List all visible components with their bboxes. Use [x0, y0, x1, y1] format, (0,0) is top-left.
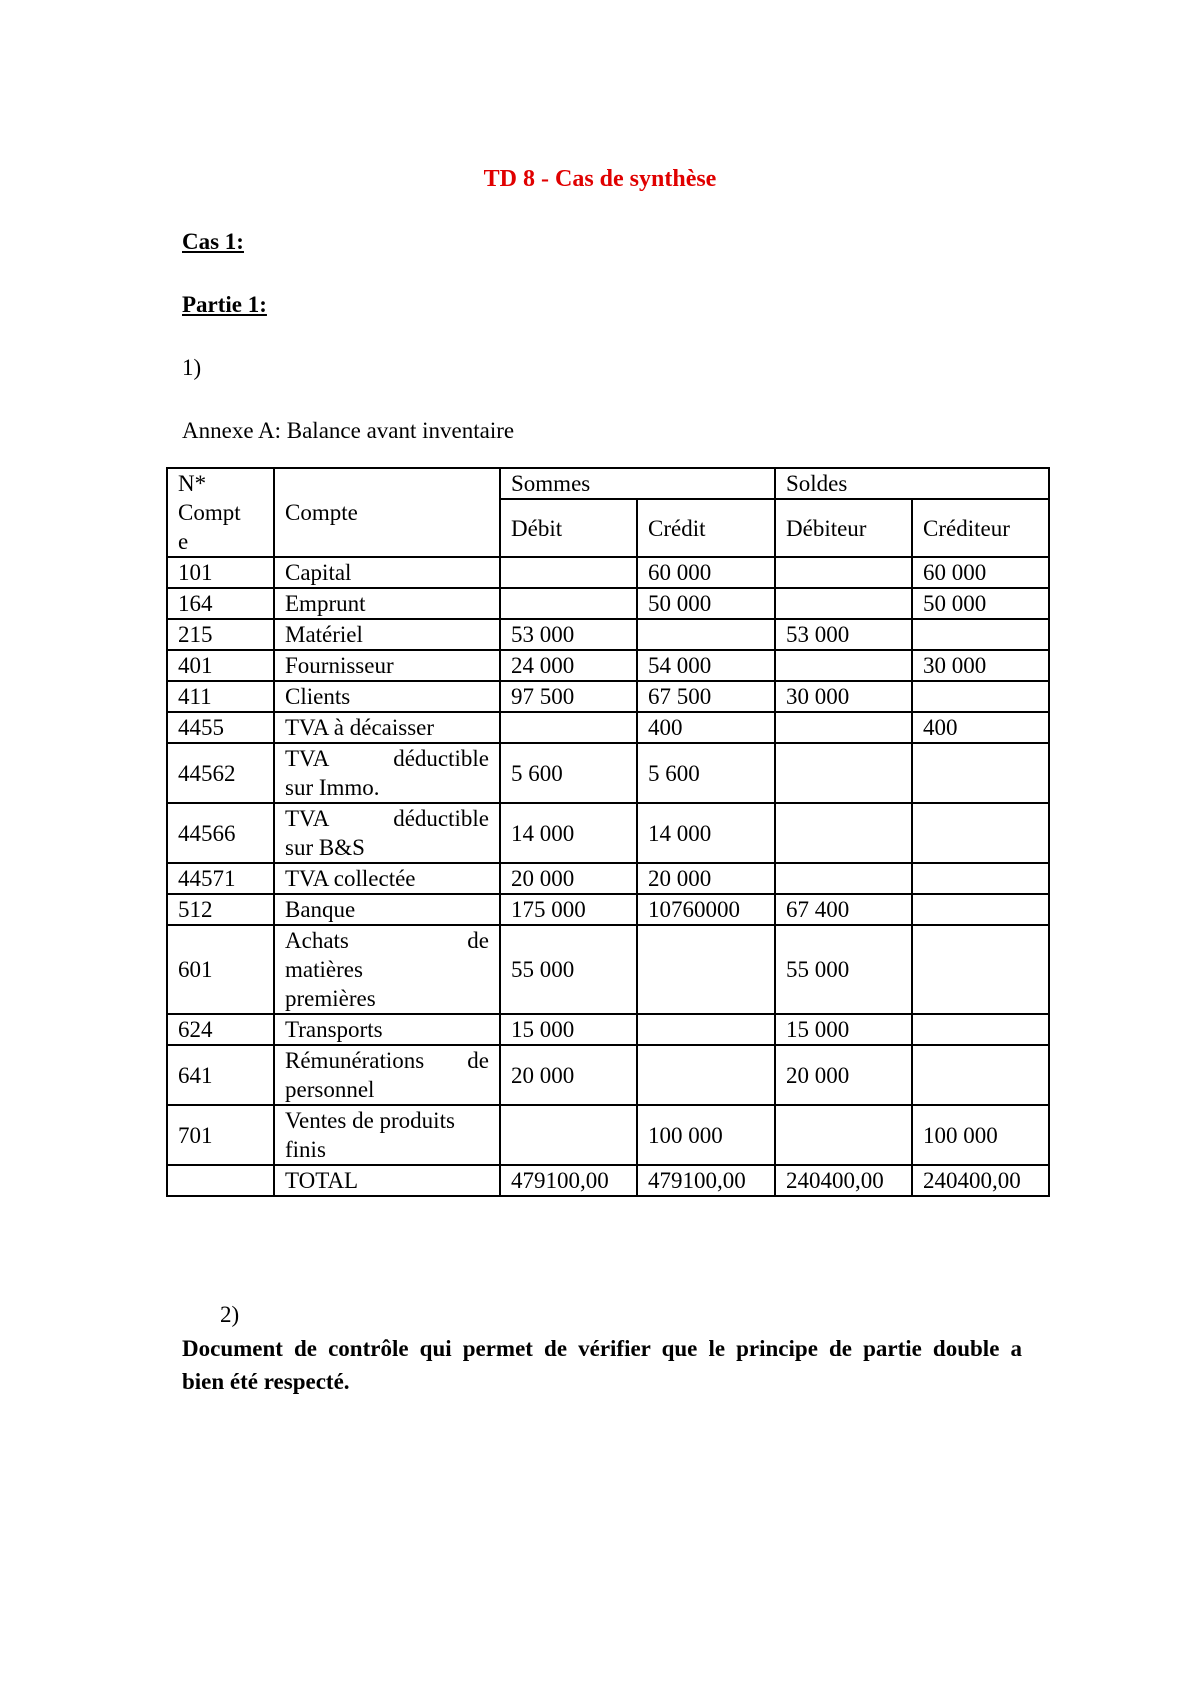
cell-num: 215: [167, 619, 274, 650]
cell-crediteur: 400: [912, 712, 1049, 743]
table-row: [167, 650, 1049, 681]
cell-debit: 20 000: [500, 1045, 637, 1105]
cell-credit: [637, 619, 775, 650]
table-row: [167, 1045, 1049, 1105]
cell-credit: 10760000: [637, 894, 775, 925]
table-row: [167, 1014, 1049, 1045]
cell-crediteur: [912, 1045, 1049, 1105]
cell-credit: [637, 1014, 775, 1045]
header-num-line1: N*: [178, 471, 207, 496]
cell-account: Fournisseur: [274, 650, 500, 681]
table-row: [167, 588, 1049, 619]
cell-debiteur: 67 400: [775, 894, 912, 925]
cell-crediteur: [912, 1014, 1049, 1045]
header-soldes: Soldes: [775, 468, 1049, 499]
table-row: [167, 1105, 1049, 1165]
cell-account-line2: finis: [285, 1137, 326, 1162]
cell-account-line2: sur B&S: [285, 835, 365, 860]
total-debit: 479100,00: [500, 1165, 637, 1196]
cell-debit: 53 000: [500, 619, 637, 650]
cell-crediteur: [912, 681, 1049, 712]
table-total-row: [167, 1165, 1049, 1196]
cell-debit: [500, 557, 637, 588]
cell-debiteur: [775, 557, 912, 588]
cell-account: Emprunt: [274, 588, 500, 619]
header-account: Compte: [274, 468, 500, 557]
cell-num: 601: [167, 925, 274, 1014]
question-number-2: 2): [220, 1302, 240, 1327]
table-header-row: [167, 468, 1049, 499]
cell-credit: 14 000: [637, 803, 775, 863]
cell-credit: 60 000: [637, 557, 775, 588]
cell-num: 701: [167, 1105, 274, 1165]
total-crediteur: 240400,00: [912, 1165, 1049, 1196]
cell-debit: 97 500: [500, 681, 637, 712]
cell-account-line1: Ventes de produits: [285, 1108, 455, 1133]
cell-debit: [500, 712, 637, 743]
cell-account: [274, 925, 500, 1014]
cell-debiteur: 15 000: [775, 1014, 912, 1045]
cell-account-line2: matières: [285, 957, 363, 982]
total-label: TOTAL: [274, 1165, 500, 1196]
cell-debit: [500, 588, 637, 619]
cell-crediteur: 100 000: [912, 1105, 1049, 1165]
cell-num: 624: [167, 1014, 274, 1045]
cell-crediteur: [912, 803, 1049, 863]
cell-credit: 100 000: [637, 1105, 775, 1165]
cell-account-line2: personnel: [285, 1077, 375, 1102]
header-crediteur: Créditeur: [912, 499, 1049, 557]
cell-account-line1: Rémunérations de: [285, 1048, 489, 1073]
cell-account-line1: TVA déductible: [285, 746, 489, 771]
table-row: [167, 743, 1049, 803]
cell-credit: 67 500: [637, 681, 775, 712]
cell-crediteur: 60 000: [912, 557, 1049, 588]
table-row: [167, 925, 1049, 1014]
cell-credit: 54 000: [637, 650, 775, 681]
table-row: [167, 863, 1049, 894]
cell-account: Banque: [274, 894, 500, 925]
cell-debiteur: [775, 803, 912, 863]
cell-account-line1: TVA déductible: [285, 806, 489, 831]
cell-crediteur: [912, 743, 1049, 803]
cell-credit: 50 000: [637, 588, 775, 619]
cell-debiteur: [775, 863, 912, 894]
cell-crediteur: [912, 619, 1049, 650]
cell-debit: 175 000: [500, 894, 637, 925]
trial-balance-table: [166, 467, 1050, 1197]
cell-account: [274, 803, 500, 863]
cell-crediteur: [912, 925, 1049, 1014]
cell-num: 4455: [167, 712, 274, 743]
table-row: [167, 894, 1049, 925]
header-sommes: Sommes: [500, 468, 775, 499]
cell-credit: [637, 1045, 775, 1105]
cell-account: Capital: [274, 557, 500, 588]
cell-credit: 5 600: [637, 743, 775, 803]
cell-credit: [637, 925, 775, 1014]
header-debit: Débit: [500, 499, 637, 557]
cell-debiteur: 53 000: [775, 619, 912, 650]
annex-caption: Annexe A: Balance avant inventaire: [182, 418, 515, 443]
document-title: TD 8 - Cas de synthèse: [483, 166, 717, 192]
cell-crediteur: 30 000: [912, 650, 1049, 681]
conclusion-line2: bien été respecté.: [182, 1369, 350, 1394]
cell-num: 641: [167, 1045, 274, 1105]
question-number-1: 1): [182, 355, 202, 380]
cell-crediteur: 50 000: [912, 588, 1049, 619]
part-heading: Partie 1:: [182, 292, 267, 317]
table-row: [167, 681, 1049, 712]
cell-credit: 400: [637, 712, 775, 743]
cell-debit: 55 000: [500, 925, 637, 1014]
cell-debit: 24 000: [500, 650, 637, 681]
cell-account: [274, 743, 500, 803]
cell-account: Matériel: [274, 619, 500, 650]
cell-debiteur: 20 000: [775, 1045, 912, 1105]
cell-account: Clients: [274, 681, 500, 712]
header-account-number: [167, 468, 274, 557]
cell-account-line3: premières: [285, 986, 376, 1011]
cell-debiteur: [775, 650, 912, 681]
cell-debiteur: [775, 1105, 912, 1165]
cell-num: 164: [167, 588, 274, 619]
cell-debiteur: [775, 743, 912, 803]
cell-num: 101: [167, 557, 274, 588]
cell-account: TVA à décaisser: [274, 712, 500, 743]
cell-debiteur: [775, 588, 912, 619]
cell-num: 401: [167, 650, 274, 681]
cell-num: 411: [167, 681, 274, 712]
cell-debit: 20 000: [500, 863, 637, 894]
conclusion-paragraph: [182, 1332, 1022, 1398]
cell-debit: [500, 1105, 637, 1165]
cell-debit: 15 000: [500, 1014, 637, 1045]
cell-account: [274, 1045, 500, 1105]
cell-account-line2: sur Immo.: [285, 775, 380, 800]
cell-debit: 14 000: [500, 803, 637, 863]
cell-num: 512: [167, 894, 274, 925]
header-num-line3: e: [178, 529, 189, 554]
table-row: [167, 619, 1049, 650]
cell-num: 44571: [167, 863, 274, 894]
cell-num: 44566: [167, 803, 274, 863]
cell-account-line1: Achats de: [285, 928, 489, 953]
cell-crediteur: [912, 894, 1049, 925]
cell-crediteur: [912, 863, 1049, 894]
cell-credit: 20 000: [637, 863, 775, 894]
conclusion-line1: Document de contrôle qui permet de vérifier que le principe de partie double a: [182, 1336, 1022, 1361]
cell-debiteur: [775, 712, 912, 743]
cell-account: Transports: [274, 1014, 500, 1045]
table-row: [167, 557, 1049, 588]
cell-account: TVA collectée: [274, 863, 500, 894]
cell-account: [274, 1105, 500, 1165]
table-row: [167, 712, 1049, 743]
header-credit: Crédit: [637, 499, 775, 557]
cell-num-empty: [167, 1165, 274, 1196]
total-debiteur: 240400,00: [775, 1165, 912, 1196]
header-num-line2: Compt: [178, 500, 241, 525]
case-heading: Cas 1:: [182, 229, 244, 254]
cell-debit: 5 600: [500, 743, 637, 803]
table-row: [167, 803, 1049, 863]
cell-debiteur: 30 000: [775, 681, 912, 712]
cell-num: 44562: [167, 743, 274, 803]
cell-debiteur: 55 000: [775, 925, 912, 1014]
header-debiteur: Débiteur: [775, 499, 912, 557]
total-credit: 479100,00: [637, 1165, 775, 1196]
